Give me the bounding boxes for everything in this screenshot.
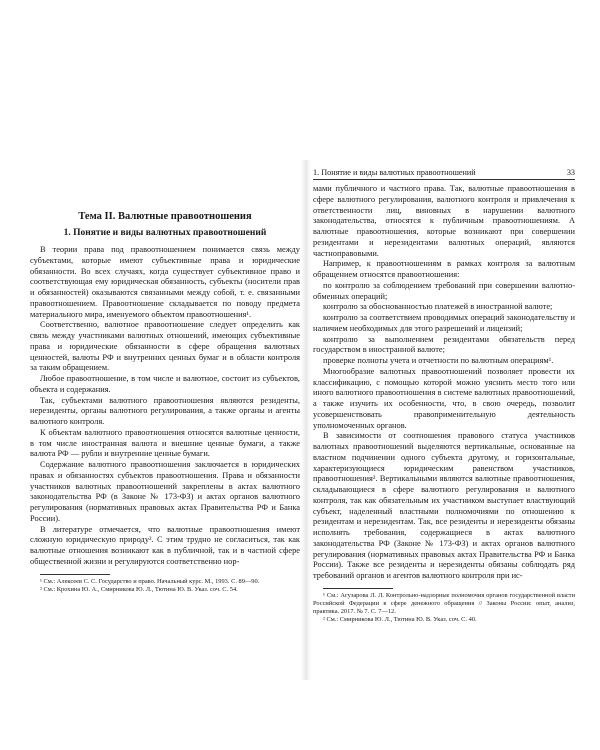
footnote: ¹ См.: Агузарова Л. Л. Контрольно-надзорные полномочия органов государственной власти Российской Федерации в сфере денежного обращения // Законы России: опыт, анализ, практика. 2017. № 7. С. 7—12. [313,591,575,616]
book-gutter [301,160,311,680]
footnote: ² См.: Крохина Ю. А., Смирникова Ю. Л., Тютина Ю. В. Указ. соч. С. 54. [40,585,238,593]
footnote-divider [40,574,110,575]
list-item: проверке полноты учета и отчетности по валютным операциям¹. [323,356,554,365]
list-item: по контролю за соблюдением требований при совершении валютно-обменных операций; [313,280,575,301]
section-title: 1. Понятие и виды валютных правоотношений [63,228,267,238]
running-title: 1. Понятие и виды валютных правоотношений [313,168,476,177]
right-page [313,168,575,668]
footnote: ¹ См.: Алексеев С. С. Государство и право. Начальный курс. М., 1993. С. 89—90. [40,577,260,585]
list-item: контролю за обоснованностью платежей в иностранной валюте; [323,302,553,312]
paragraph: мами публичного и частного права. Так, валютные правоотношения в сфере валютного регулирования, валютного контроля и привлечения к ответственности лиц, виновных в нарушении валютного законодательства, относятся к публичным правоотношениям. А валютные правоотношения, которые возникают при совершении резидентами и нерезидентами валютных операций, являются частноправовыми. [313,184,575,258]
left-page [30,210,300,710]
list-item: контролю за соответствием проводимых операций законодательству и наличием необходимых для этого разрешений и лицензий; [313,313,575,333]
paragraph: К объектам валютного правоотношения относятся валютные ценности, в том числе иностранная валюта и внешние ценные бумаги, а также валюта РФ — рубли и внутренние ценные бумаги. [30,427,300,459]
paragraph: В теории права под правоотношением понимается связь между субъектами, которые имеют субъективные права и юридические обязанности. Во всех случаях, когда существует субъективное право и соответствующая ему юридическая обязанность, субъекты (носители прав и обязанностей) оказываются связанными между собой, т. е. связанными правоотношением. Правоотношение складывается по поводу предмета материального мира, именуемого объектом правоотношения¹. [30,245,300,319]
footnote-divider [323,588,393,589]
list-item: контролю за выполнением резидентами обязательств перед государством в иностранной валюте; [313,334,575,355]
paragraph: Содержание валютного правоотношения заключается в юридических правах и обязанностях субъектов правоотношения. Права и обязанности участников валютных правоотношений закреплены в актах валютного законодательства РФ (в Законе № 173-ФЗ) и актах органов валютного регулирования (нормативных правовых актах Правительства РФ и Банка России). [30,460,300,523]
paragraph: Соответственно, валютное правоотношение следует определить как связь между участниками валютных отношений, имеющих субъективные права и юридические обязанности в сфере обращения валютных ценностей, валюты РФ и внутренних ценных бумаг и в области контроля за таким обращением. [30,320,300,373]
footnote: ² См.: Смирникова Ю. Л., Тютина Ю. В. Указ. соч. С. 40. [323,616,477,624]
topic-title: Тема II. Валютные правоотношения [78,211,252,222]
paragraph: В литературе отмечается, что валютные правоотношения имеют сложную юридическую природу². С этим трудно не согласиться, так как валютные отношения возникают как в публичной, так и в частной сфере общественной жизни и регулируются соответственно нор- [30,524,300,566]
paragraph: Так, субъектами валютного правоотношения являются резиденты, нерезиденты, органы валютного регулирования, а также органы и агенты валютного контроля. [30,395,300,426]
paragraph: Например, к правоотношениям в рамках контроля за валютным обращением относятся правоотношения: [313,259,575,279]
paragraph: В зависимости от соотношения правового статуса участников валютных правоотношений выделяются вертикальные, основанные на властном подчинении одного субъекта другому, и горизонтальные, характеризующиеся юридическим равенством участников, правоотношения². Вертикальными являются валютные правоотношения, складывающиеся в сфере валютного регулирования и валютного контроля, так как обязательным их участником выступает властвующий субъект, наделенный властными полномочиями по отношению к резидентам и нерезидентам. Так, все резиденты и нерезиденты обязаны исполнять требования, содержащиеся в актах валютного законодательства РФ (Законе № 173-ФЗ) и актах органов валютного регулирования (нормативных правовых актах Правительства РФ и Банка России). Также все резиденты и нерезиденты обязаны соблюдать ряд требований органов и агентов валютного контроля при ис- [313,431,575,580]
running-header [313,168,575,180]
paragraph: Многообразие валютных правоотношений позволяет провести их классификацию, с помощью которой можно уяснить место того или иного валютного правоотношения в системе валютных правоотношений, а также изучить их особенности, что, в свою очередь, позволит усовершенствовать правоприменительную деятельность уполномоченных органов. [313,366,575,430]
paragraph: Любое правоотношение, в том числе и валютное, состоит из субъектов, объекта и содержания. [30,374,300,394]
page-number: 33 [566,168,575,177]
